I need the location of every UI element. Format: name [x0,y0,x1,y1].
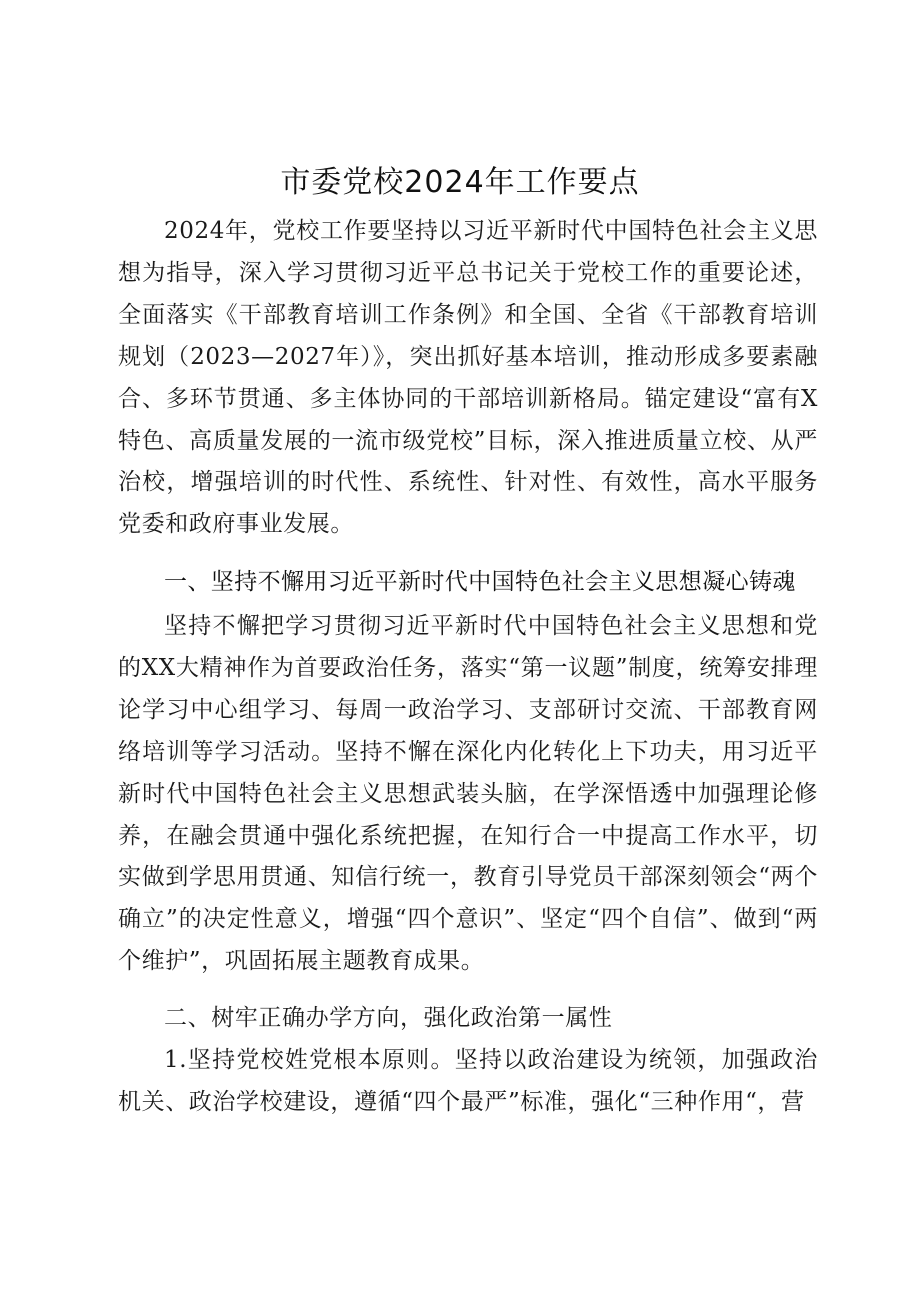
document-body [118,211,818,546]
section-1-heading: 一、坚持不懈用习近平新时代中国特色社会主义思想凝心铸魂 [164,569,796,595]
document-title: 市委党校2024年工作要点 [280,165,640,200]
section-2-body [118,1040,818,1124]
section-1-body [118,606,818,983]
section-2-item-1: 1.坚持党校姓党根本原则。坚持以政治建设为统领，加强政治机关、政治学校建设，遵循“四个最严”标准，强化“三种作用“，营 [118,1047,818,1115]
section-2 [118,998,818,1040]
section-1 [118,562,818,604]
section-2-heading: 二、树牢正确办学方向，强化政治第一属性 [164,1005,613,1031]
section-1-paragraph: 坚持不懈把学习贯彻习近平新时代中国特色社会主义思想和党的XX大精神作为首要政治任务，落实“第一议题”制度，统筹安排理论学习中心组学习、每周一政治学习、支部研讨交流、干部教育网络培训等学习活动。坚持不懈在深化内化转化上下功夫，用习近平新时代中国特色社会主义思想武装头脑，在学深悟透中加强理论修养，在融会贯通中强化系统把握，在知行合一中提高工作水平，切实做到学思用贯通、知信行统一，教育引导党员干部深刻领会“两个确立”的决定性意义，增强“四个意识”、坚定“四个自信”、做到“两个维护”，巩固拓展主题教育成果。 [118,613,818,975]
intro-paragraph: 2024年，党校工作要坚持以习近平新时代中国特色社会主义思想为指导，深入学习贯彻习近平总书记关于党校工作的重要论述，全面落实《干部教育培训工作条例》和全国、全省《干部教育培训规划（2023—2027年）》，突出抓好基本培训，推动形成多要素融合、多环节贯通、多主体协同的干部培训新格局。锚定建设“富有X特色、高质量发展的一流市级党校”目标，深入推进质量立校、从严治校，增强培训的时代性、系统性、针对性、有效性，高水平服务党委和政府事业发展。 [118,218,818,538]
